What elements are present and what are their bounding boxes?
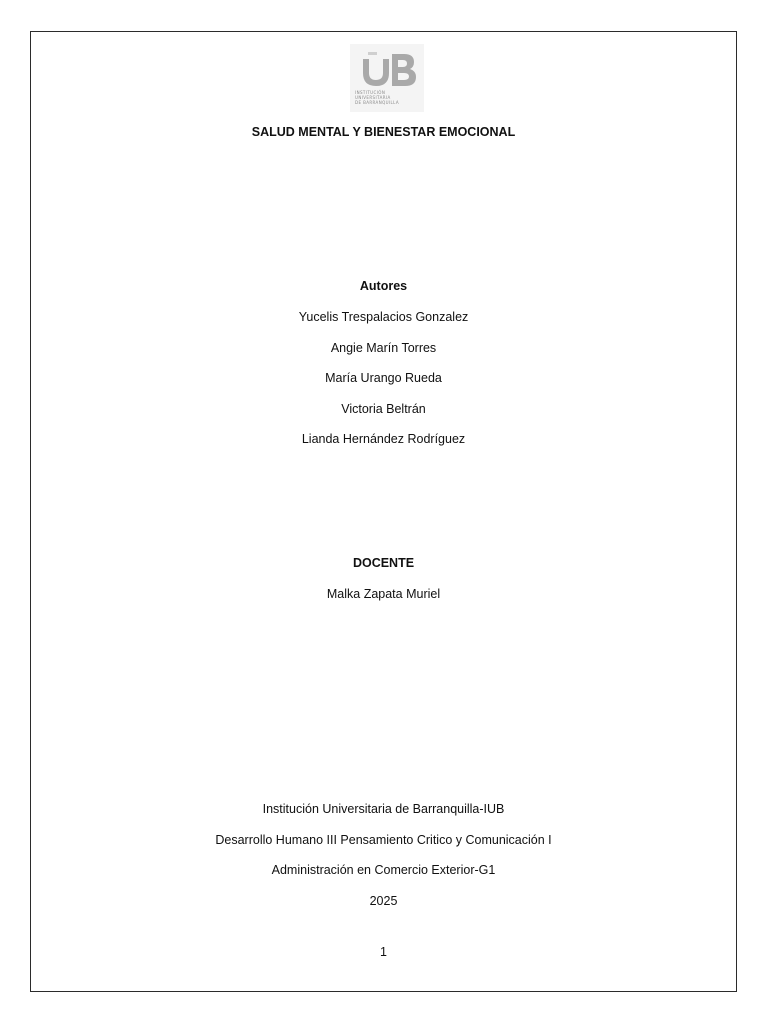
author-name: Victoria Beltrán (341, 402, 426, 416)
logo-caption-line: UNIVERSITARIA (355, 95, 391, 100)
author-name: María Urango Rueda (325, 371, 442, 385)
logo-caption-line: INSTITUCIÓN (355, 90, 386, 95)
author-name: Lianda Hernández Rodríguez (301, 432, 466, 446)
program-name: Administración en Comercio Exterior-G1 (271, 863, 496, 877)
teacher-heading: DOCENTE (352, 556, 415, 570)
author-name: Angie Marín Torres (330, 341, 437, 355)
authors-heading: Autores (359, 279, 408, 293)
year: 2025 (369, 894, 398, 908)
teacher-name: Malka Zapata Muriel (326, 587, 441, 601)
logo-caption-line: DE BARRANQUILLA (355, 100, 400, 105)
document-page (30, 31, 737, 992)
institution-name: Institución Universitaria de Barranquilla-IUB (262, 802, 505, 816)
course-name: Desarrollo Humano III Pensamiento Critico y Comunicación I (215, 833, 552, 847)
logo-caption (355, 90, 419, 105)
iub-logo-mark-icon (350, 49, 424, 87)
document-title: SALUD MENTAL Y BIENESTAR EMOCIONAL (251, 125, 516, 139)
institution-logo (350, 44, 424, 112)
page-number: 1 (380, 945, 387, 959)
author-name: Yucelis Trespalacios Gonzalez (298, 310, 469, 324)
